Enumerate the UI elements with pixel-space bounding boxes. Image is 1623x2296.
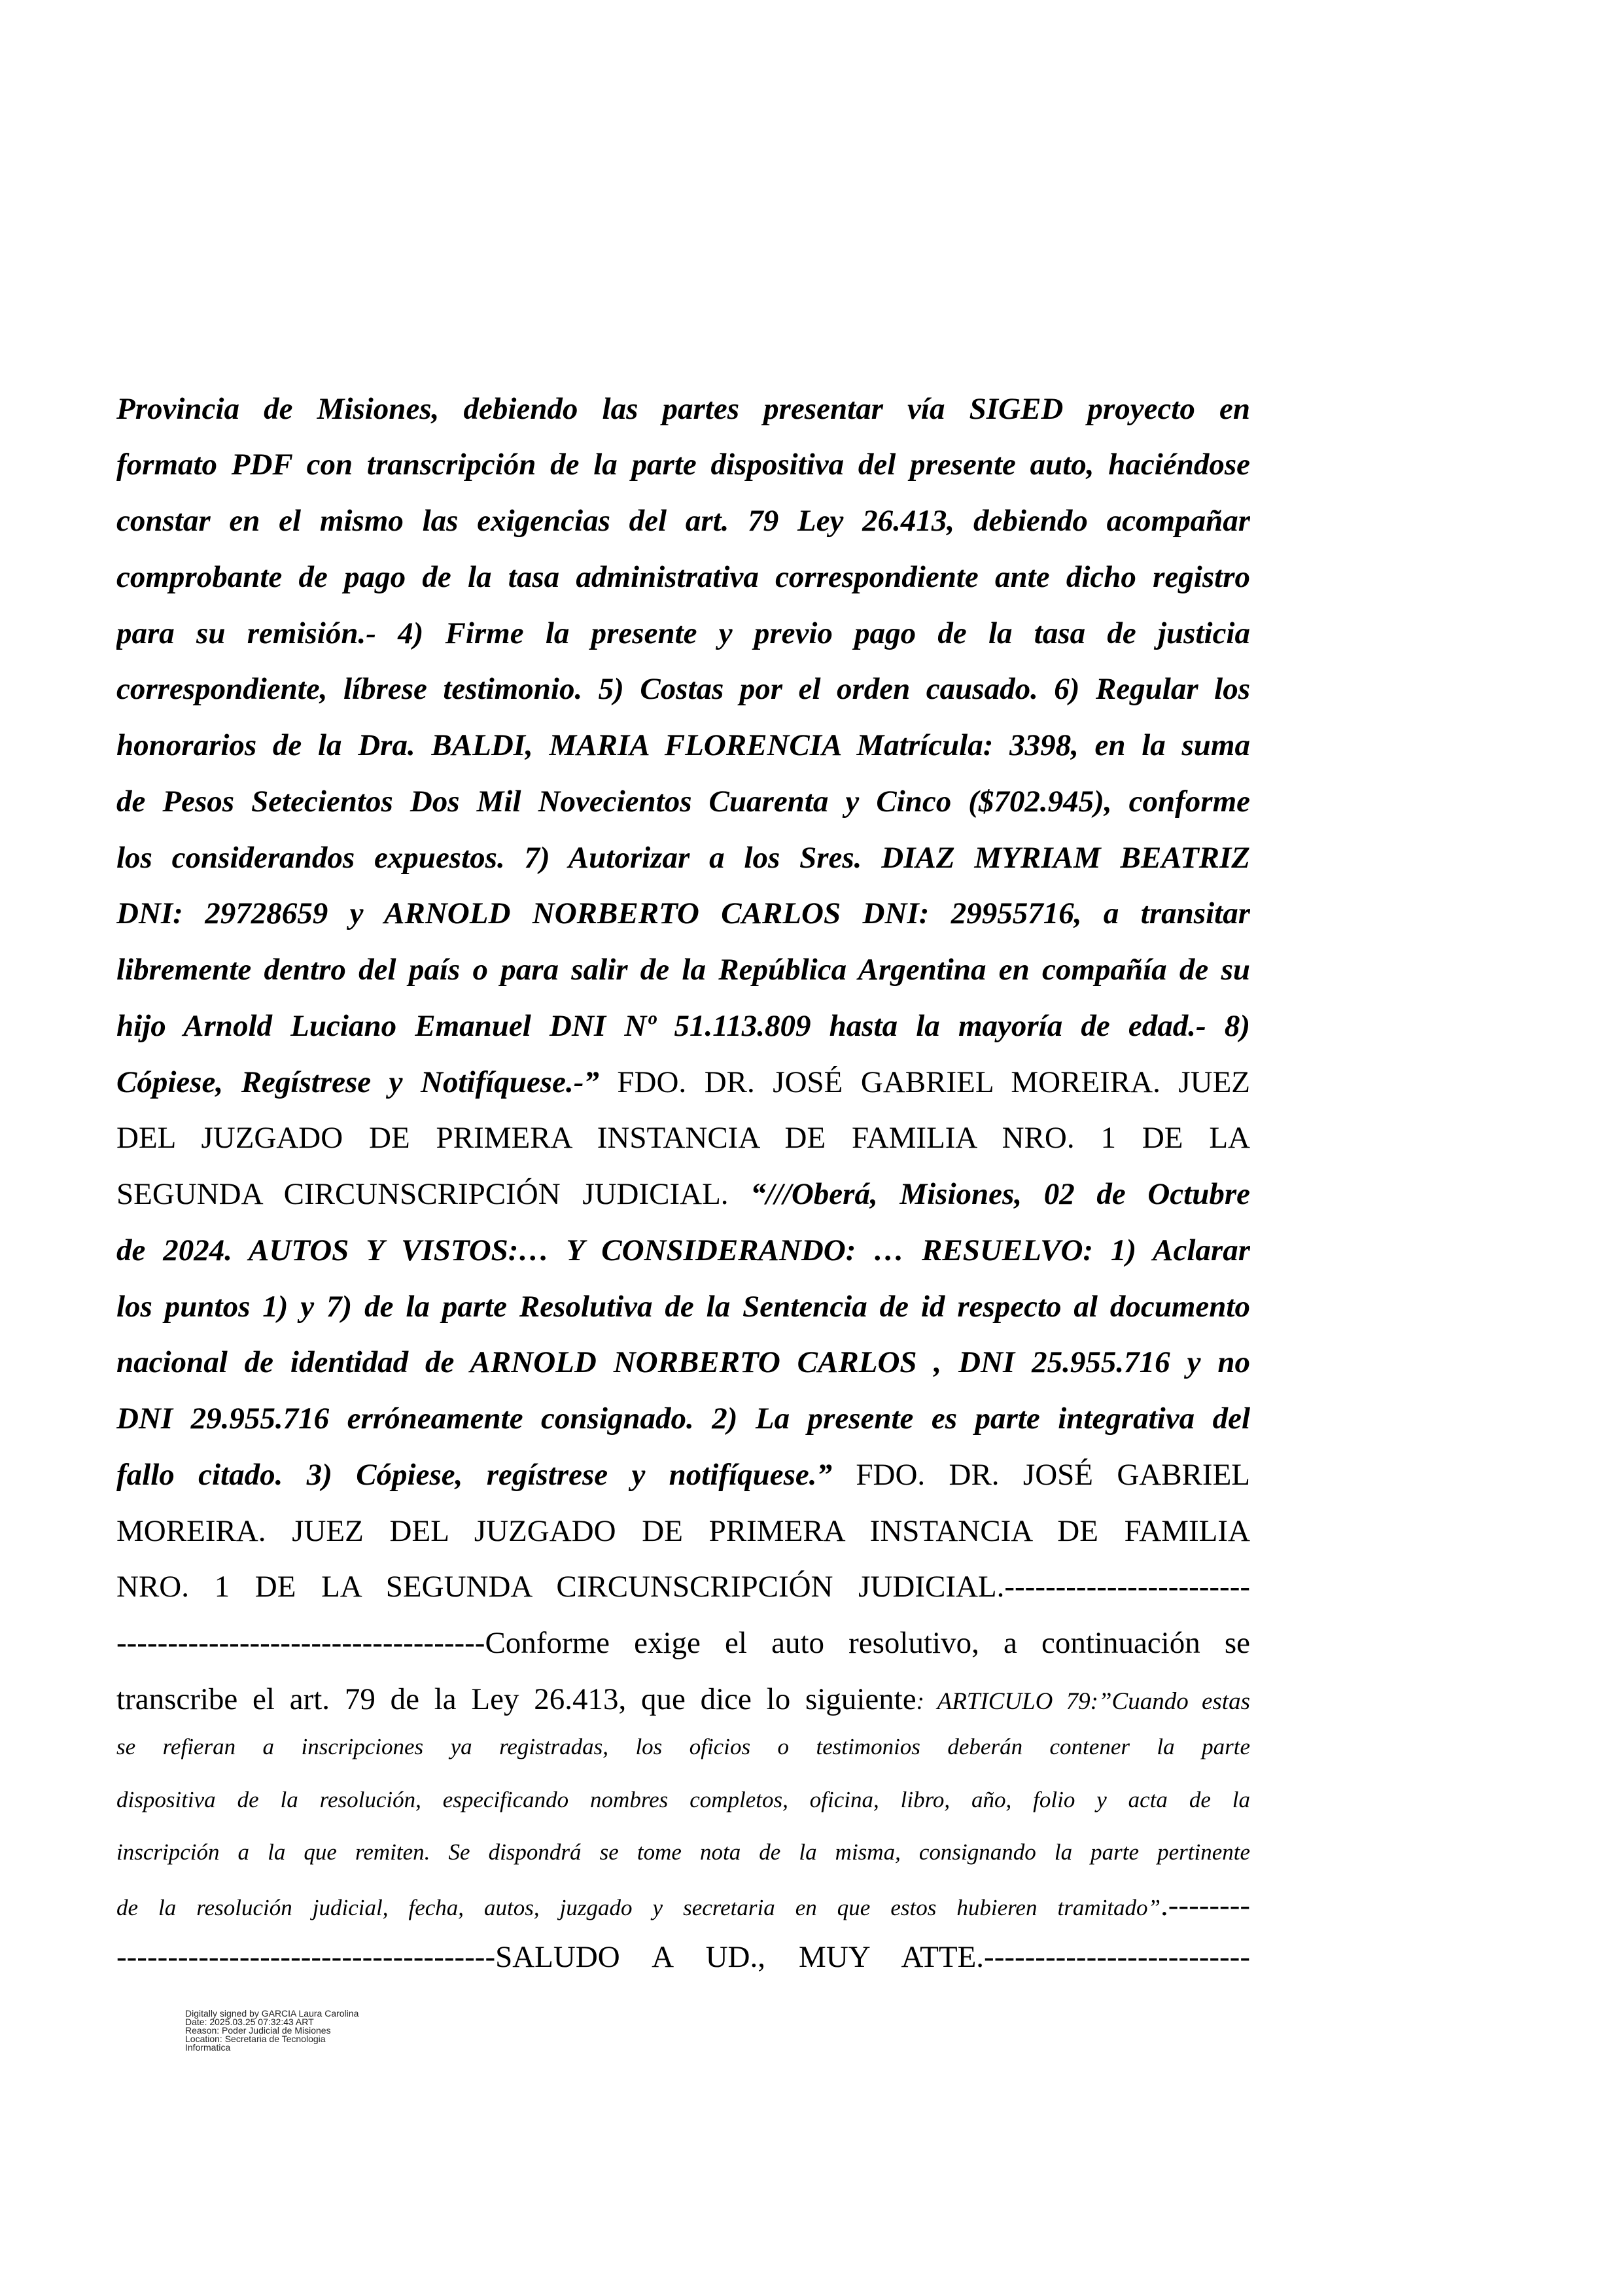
signature-date: Date: 2025.03.25 07:32:43 ART	[185, 2017, 314, 2027]
text-line: SEGUNDA CIRCUNSCRIPCIÓN JUDICIAL. “///Oberá, Misiones, 02 de Octubre	[116, 1177, 1250, 1211]
signature-location: Location: Secretaria de Tecnologia	[185, 2034, 326, 2044]
text-line: de Pesos Setecientos Dos Mil Novecientos Cuarenta y Cinco ($702.945), conforme	[116, 785, 1250, 819]
text-line: MOREIRA. JUEZ DEL JUZGADO DE PRIMERA INSTANCIA DE FAMILIA	[116, 1514, 1250, 1548]
text-line: DNI: 29728659 y ARNOLD NORBERTO CARLOS DNI: 29955716, a transitar	[116, 896, 1250, 930]
text-line: DEL JUZGADO DE PRIMERA INSTANCIA DE FAMILIA NRO. 1 DE LA	[116, 1121, 1250, 1155]
digital-signature-stamp	[185, 2009, 358, 2052]
text-line: honorarios de la Dra. BALDI, MARIA FLORENCIA Matrícula: 3398, en la suma	[116, 728, 1250, 762]
text-line: correspondiente, líbrese testimonio. 5) Costas por el orden causado. 6) Regular los	[116, 672, 1250, 706]
text-line: los considerandos expuestos. 7) Autorizar a los Sres. DIAZ MYRIAM BEATRIZ	[116, 841, 1250, 875]
text-line: NRO. 1 DE LA SEGUNDA CIRCUNSCRIPCIÓN JUDICIAL.------------------------	[116, 1570, 1250, 1604]
text-line: ------------------------------------Conforme exige el auto resolutivo, a continuación se	[116, 1626, 1250, 1660]
text-line: para su remisión.- 4) Firme la presente y previo pago de la tasa de justicia	[116, 616, 1250, 650]
text-line: de 2024. AUTOS Y VISTOS:… Y CONSIDERANDO: … RESUELVO: 1) Aclarar	[116, 1233, 1250, 1267]
signature-reason: Reason: Poder Judicial de Misiones	[185, 2025, 331, 2036]
text-line: formato PDF con transcripción de la parte dispositiva del presente auto, haciéndose	[116, 448, 1250, 482]
text-line: hijo Arnold Luciano Emanuel DNI Nº 51.113.809 hasta la mayoría de edad.- 8)	[116, 1009, 1250, 1043]
signature-signed-by: Digitally signed by GARCIA Laura Carolina	[185, 2008, 359, 2019]
article-quote-line: se refieran a inscripciones ya registradas, los oficios o testimonios deberán contener la parte	[116, 1734, 1250, 1759]
text-line: DNI 29.955.716 erróneamente consignado. 2) La presente es parte integrativa del	[116, 1402, 1250, 1436]
text-line: fallo citado. 3) Cópiese, regístrese y notifíquese.” FDO. DR. JOSÉ GABRIEL	[116, 1458, 1250, 1492]
text-line: comprobante de pago de la tasa administrativa correspondiente ante dicho registro	[116, 560, 1250, 594]
text-line: Provincia de Misiones, debiendo las partes presentar vía SIGED proyecto en	[116, 392, 1250, 426]
text-line: constar en el mismo las exigencias del art. 79 Ley 26.413, debiendo acompañar	[116, 504, 1250, 538]
text-line: los puntos 1) y 7) de la parte Resolutiva de la Sentencia de id respecto al documento	[116, 1290, 1250, 1324]
article-quote-line: de la resolución judicial, fecha, autos, juzgado y secretaria en que estos hubieren tramitado”.--------	[116, 1889, 1250, 1922]
signature-location-cont: Informatica	[185, 2042, 231, 2053]
text-line: nacional de identidad de ARNOLD NORBERTO CARLOS , DNI 25.955.716 y no	[116, 1345, 1250, 1379]
article-quote-line: dispositiva de la resolución, especificando nombres completos, oficina, libro, año, folio y acta de la	[116, 1787, 1250, 1812]
closing-line: -------------------------------------SALUDO A UD., MUY ATTE.--------------------------	[116, 1940, 1250, 1974]
text-line: Cópiese, Regístrese y Notifíquese.-” FDO. DR. JOSÉ GABRIEL MOREIRA. JUEZ	[116, 1065, 1250, 1099]
article-quote-line: inscripción a la que remiten. Se dispondrá se tome nota de la misma, consignando la parte pertinente	[116, 1839, 1250, 1865]
text-line: transcribe el art. 79 de la Ley 26.413, que dice lo siguiente: ARTICULO 79:”Cuando estas	[116, 1682, 1250, 1716]
text-line: libremente dentro del país o para salir de la República Argentina en compañía de su	[116, 953, 1250, 987]
